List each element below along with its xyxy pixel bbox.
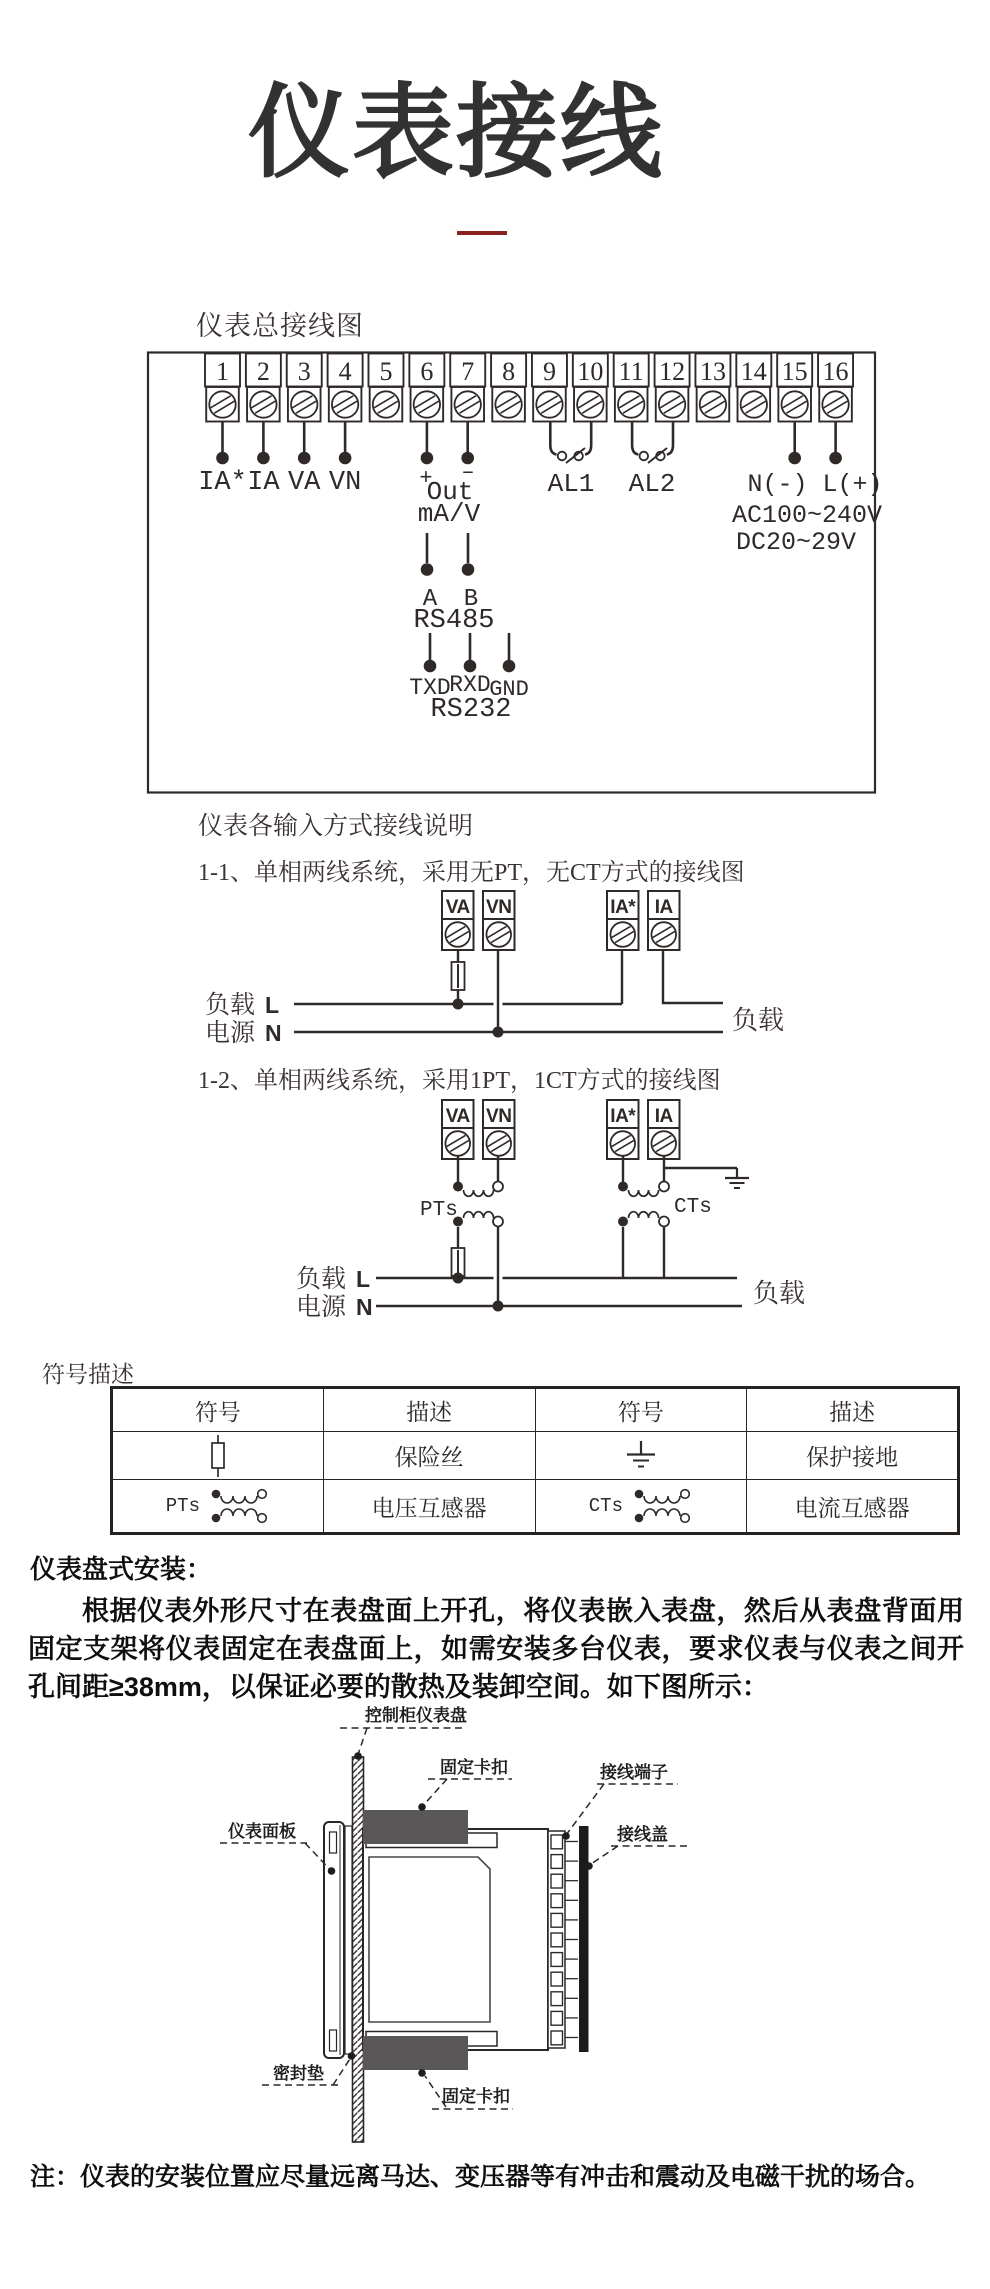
label-source: 电源	[296, 1294, 347, 1321]
svg-text:2: 2	[256, 357, 270, 386]
label-txd: TXD	[409, 675, 451, 701]
label-load-right: 负载	[753, 1279, 806, 1308]
table-row	[112, 1432, 959, 1480]
svg-text:VN: VN	[486, 1106, 512, 1127]
svg-text:5: 5	[379, 357, 393, 386]
wiring-diagram-1-2	[170, 1096, 815, 1331]
label-rs485-b: B	[463, 586, 479, 613]
terminal-IA*	[607, 1100, 639, 1159]
terminal-3	[287, 354, 322, 422]
ct-transformer-icon	[631, 1484, 693, 1528]
label-al2: AL2	[628, 469, 676, 499]
label-load-right: 负载	[732, 1006, 785, 1035]
diagram-1-1-caption: 1-1、单相两线系统，采用无PT，无CT方式的接线图	[198, 860, 745, 886]
label-cover: 接线盖	[617, 1825, 668, 1844]
installation-heading: 仪表盘式安装：	[30, 1554, 213, 1584]
svg-text:16: 16	[822, 357, 849, 386]
svg-text:VA: VA	[445, 1106, 470, 1127]
label-clip-bottom: 固定卡扣	[442, 2087, 510, 2106]
symbol-desc: 保险丝	[323, 1432, 535, 1480]
terminal-13	[695, 354, 730, 422]
label-cts: CTs	[674, 1196, 712, 1219]
polarity-dots	[453, 1182, 629, 1312]
main-diagram-heading: 仪表总接线图	[196, 311, 364, 341]
terminal-VA	[442, 1100, 474, 1159]
page-title: 仪表接线	[248, 76, 664, 190]
label-gasket: 密封垫	[273, 2064, 324, 2083]
label-line-n: N	[265, 1020, 282, 1046]
leader-panel	[340, 1728, 463, 1753]
polarity-circles	[493, 1182, 669, 1227]
label-gnd: GND	[489, 677, 529, 702]
label-rs232: RS232	[430, 695, 512, 725]
symbol-desc: 电压互感器	[323, 1480, 535, 1534]
diagram-1-1-terminals	[442, 891, 680, 950]
terminal-9	[532, 354, 567, 422]
symbol-desc: 电流互感器	[747, 1480, 959, 1534]
fuse-icon	[208, 1435, 228, 1477]
panel-slot	[330, 1832, 337, 1853]
label-ac-range: AC100~240V	[731, 501, 883, 530]
label-out-minus: –	[461, 460, 475, 485]
col-desc-1: 描述	[323, 1388, 535, 1432]
main-wiring-diagram	[140, 345, 885, 800]
svg-text:10: 10	[577, 357, 604, 386]
symbol-table-heading: 符号描述	[42, 1362, 134, 1387]
diagram-1-2-terminals	[442, 1100, 680, 1159]
label-load-left: 负载	[205, 992, 256, 1019]
terminal-15	[777, 354, 812, 422]
leader-cover	[591, 1846, 688, 1864]
svg-text:3: 3	[297, 357, 311, 386]
label-pts: PTs	[420, 1199, 458, 1222]
label-out: Out	[426, 477, 474, 507]
label-line-l: L	[356, 1266, 371, 1292]
panel-slot	[330, 2030, 337, 2051]
svg-text:13: 13	[699, 357, 726, 386]
terminal-4	[328, 354, 363, 422]
wiring-cover-bar	[579, 1826, 589, 2052]
cabinet-panel	[353, 1757, 364, 2142]
svg-text:IA*: IA*	[610, 1106, 636, 1127]
svg-text:IA*: IA*	[610, 897, 636, 918]
footer-note: 注：仪表的安装位置应尽量远离马达、变压器等有冲击和震动及电磁干扰的场合。	[30, 2163, 931, 2191]
transformer-coils	[464, 1190, 659, 1218]
title-divider	[457, 231, 507, 235]
terminal-VN	[483, 891, 515, 950]
svg-text:14: 14	[740, 357, 767, 386]
installation-diagram	[150, 1700, 730, 2155]
installation-paragraph: 根据仪表外形尺寸在表盘面上开孔，将仪表嵌入表盘，然后从表盘背面用固定支架将仪表固定在表盘面上，如需安装多台仪表，要求仪表与仪表之间开孔间距≥38mm，以保证必要的散热及装卸空间。如下图所示：	[28, 1596, 964, 1702]
diagram-1-2-caption: 1-2、单相两线系统，采用1PT，1CT方式的接线图	[198, 1068, 721, 1094]
table-header-row	[112, 1388, 959, 1432]
label-front-panel: 仪表面板	[228, 1822, 296, 1841]
label-rs485: RS485	[413, 606, 495, 636]
terminal-12	[655, 354, 690, 422]
label-al1: AL1	[547, 469, 595, 499]
label-va: VA	[287, 468, 321, 498]
terminal-10	[573, 354, 608, 422]
svg-text:4: 4	[338, 357, 352, 386]
label-terminal-block: 接线端子	[600, 1763, 668, 1782]
label-source: 电源	[205, 1020, 256, 1047]
terminal-IA	[648, 891, 680, 950]
ground-symbol	[725, 1168, 749, 1188]
svg-text:IA: IA	[654, 1106, 673, 1127]
terminal-1	[205, 354, 240, 422]
input-wiring-heading: 仪表各输入方式接线说明	[198, 813, 474, 840]
label-rxd: RXD	[449, 672, 491, 698]
col-desc-2: 描述	[747, 1388, 959, 1432]
terminal-IA	[648, 1100, 680, 1159]
ct-symbol-label: CTs	[588, 1495, 623, 1517]
terminal-7	[450, 354, 485, 422]
relay-contact-al1	[550, 422, 591, 464]
svg-text:7: 7	[461, 357, 475, 386]
table-row	[112, 1480, 959, 1534]
relay-contact-al2	[632, 422, 673, 464]
pt-symbol-label: PTs	[165, 1495, 200, 1517]
label-line-l: L	[265, 992, 280, 1018]
fixing-clip-top	[363, 1810, 468, 1844]
label-ia: IA	[247, 468, 280, 498]
symbol-desc: 保护接地	[747, 1432, 959, 1480]
svg-text:8: 8	[502, 357, 516, 386]
symbol-table	[110, 1386, 960, 1535]
leader-clip-top	[425, 1779, 513, 1804]
svg-text:15: 15	[781, 357, 808, 386]
diagram-1-2-wires	[376, 1156, 742, 1306]
terminal-strip	[205, 354, 853, 422]
terminal-5	[368, 354, 403, 422]
label-out-plus: +	[419, 466, 433, 491]
svg-text:9: 9	[542, 357, 556, 386]
sealing-gasket	[345, 1826, 352, 2054]
svg-text:VN: VN	[486, 897, 512, 918]
col-symbol-1: 符号	[112, 1388, 324, 1432]
label-power-terminals: N(-) L(+)	[747, 470, 883, 499]
svg-text:11: 11	[618, 357, 644, 386]
svg-text:12: 12	[659, 357, 686, 386]
label-ma-v: mA/V	[417, 499, 481, 529]
svg-text:1: 1	[216, 357, 229, 386]
svg-text:6: 6	[420, 357, 434, 386]
fixing-clip-bottom	[363, 2036, 468, 2070]
pt-transformer-icon	[208, 1484, 270, 1528]
ground-icon	[621, 1441, 661, 1471]
meter-display-window	[369, 1857, 490, 2022]
label-clip-top: 固定卡扣	[440, 1758, 508, 1777]
label-cabinet-panel: 控制柜仪表盘	[365, 1706, 467, 1725]
diagram-1-1-wires	[294, 950, 723, 1032]
svg-text:IA: IA	[654, 897, 673, 918]
terminal-8	[491, 354, 526, 422]
label-ia-star: IA*	[198, 468, 247, 498]
terminal-14	[736, 354, 771, 422]
terminal-VA	[442, 891, 474, 950]
terminal-6	[409, 354, 444, 422]
leader-front-panel	[220, 1843, 330, 1869]
terminal-VN	[483, 1100, 515, 1159]
label-line-n: N	[356, 1294, 373, 1320]
label-dc-range: DC20~29V	[735, 528, 857, 557]
label-load-left: 负载	[296, 1266, 347, 1293]
wiring-diagram-1-1	[170, 886, 800, 1056]
label-vn: VN	[328, 468, 362, 498]
terminal-IA*	[607, 891, 639, 950]
terminal-16	[818, 354, 853, 422]
meter-front-panel	[324, 1822, 344, 2058]
svg-text:VA: VA	[445, 897, 470, 918]
terminal-11	[614, 354, 649, 422]
label-rs485-a: A	[422, 586, 438, 613]
col-symbol-2: 符号	[535, 1388, 747, 1432]
terminal-2	[246, 354, 281, 422]
